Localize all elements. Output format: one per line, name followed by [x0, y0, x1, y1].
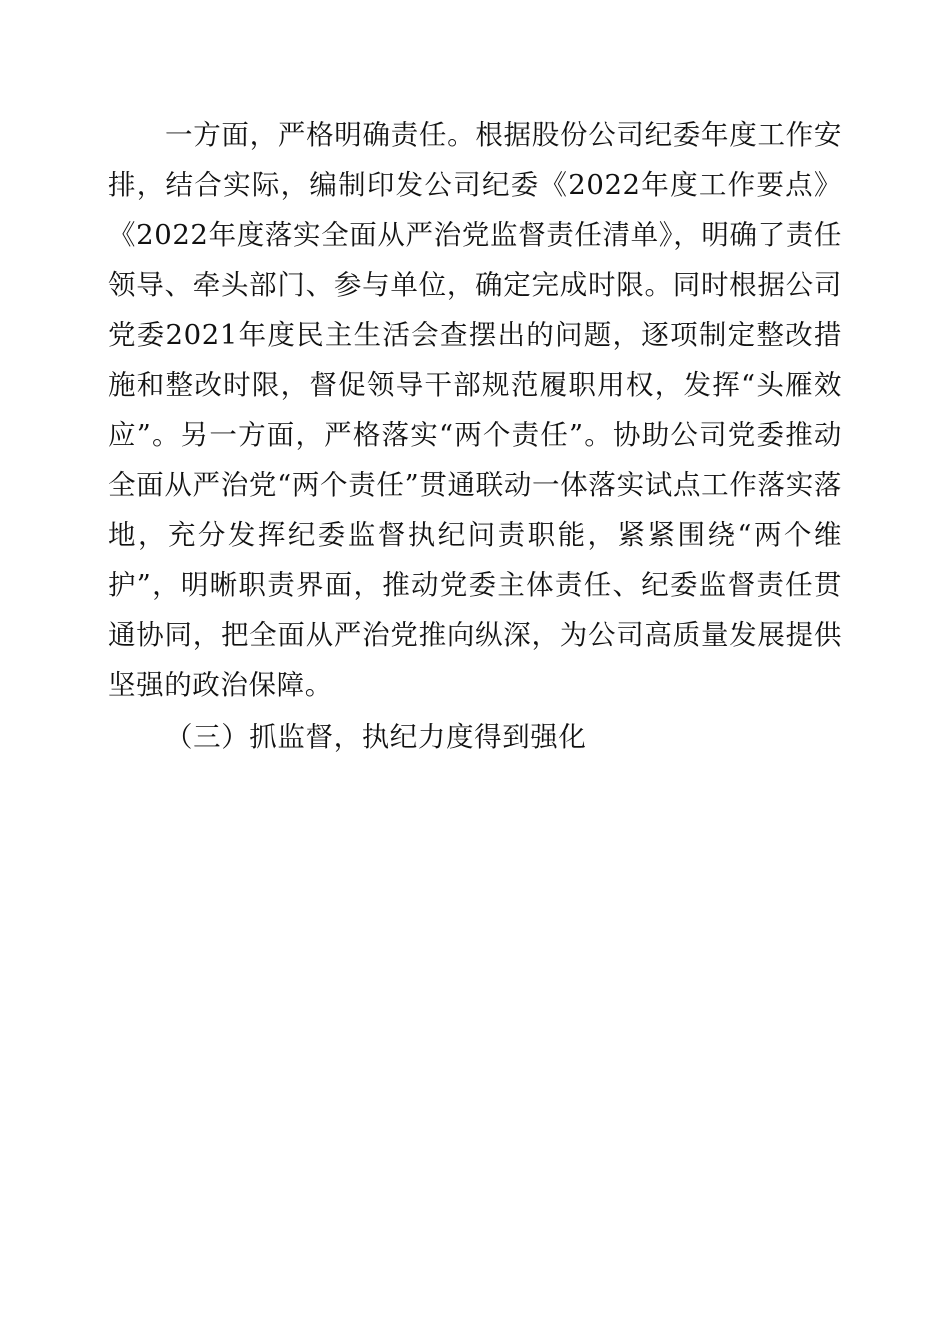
- paragraph-1: 一方面，严格明确责任。根据股份公司纪委年度工作安排，结合实际，编制印发公司纪委《2022年度工作要点》《2022年度落实全面从严治党监督责任清单》，明确了责任领导、牵头部门、参与单位，确定完成时限。同时根据公司党委2021年度民主生活会查摆出的问题，逐项制定整改措施和整改时限，督促领导干部规范履职用权，发挥“头雁效应”。另一方面，严格落实“两个责任”。协助公司党委推动全面从严治党“两个责任”贯通联动一体落实试点工作落实落地，充分发挥纪委监督执纪问责职能，紧紧围绕“两个维护”，明晰职责界面，推动党委主体责任、纪委监督责任贯通协同，把全面从严治党推向纵深，为公司高质量发展提供坚强的政治保障。: [108, 119, 843, 701]
- paragraph-2: （三）抓监督，执纪力度得到强化: [165, 721, 587, 753]
- document-body: [108, 110, 842, 762]
